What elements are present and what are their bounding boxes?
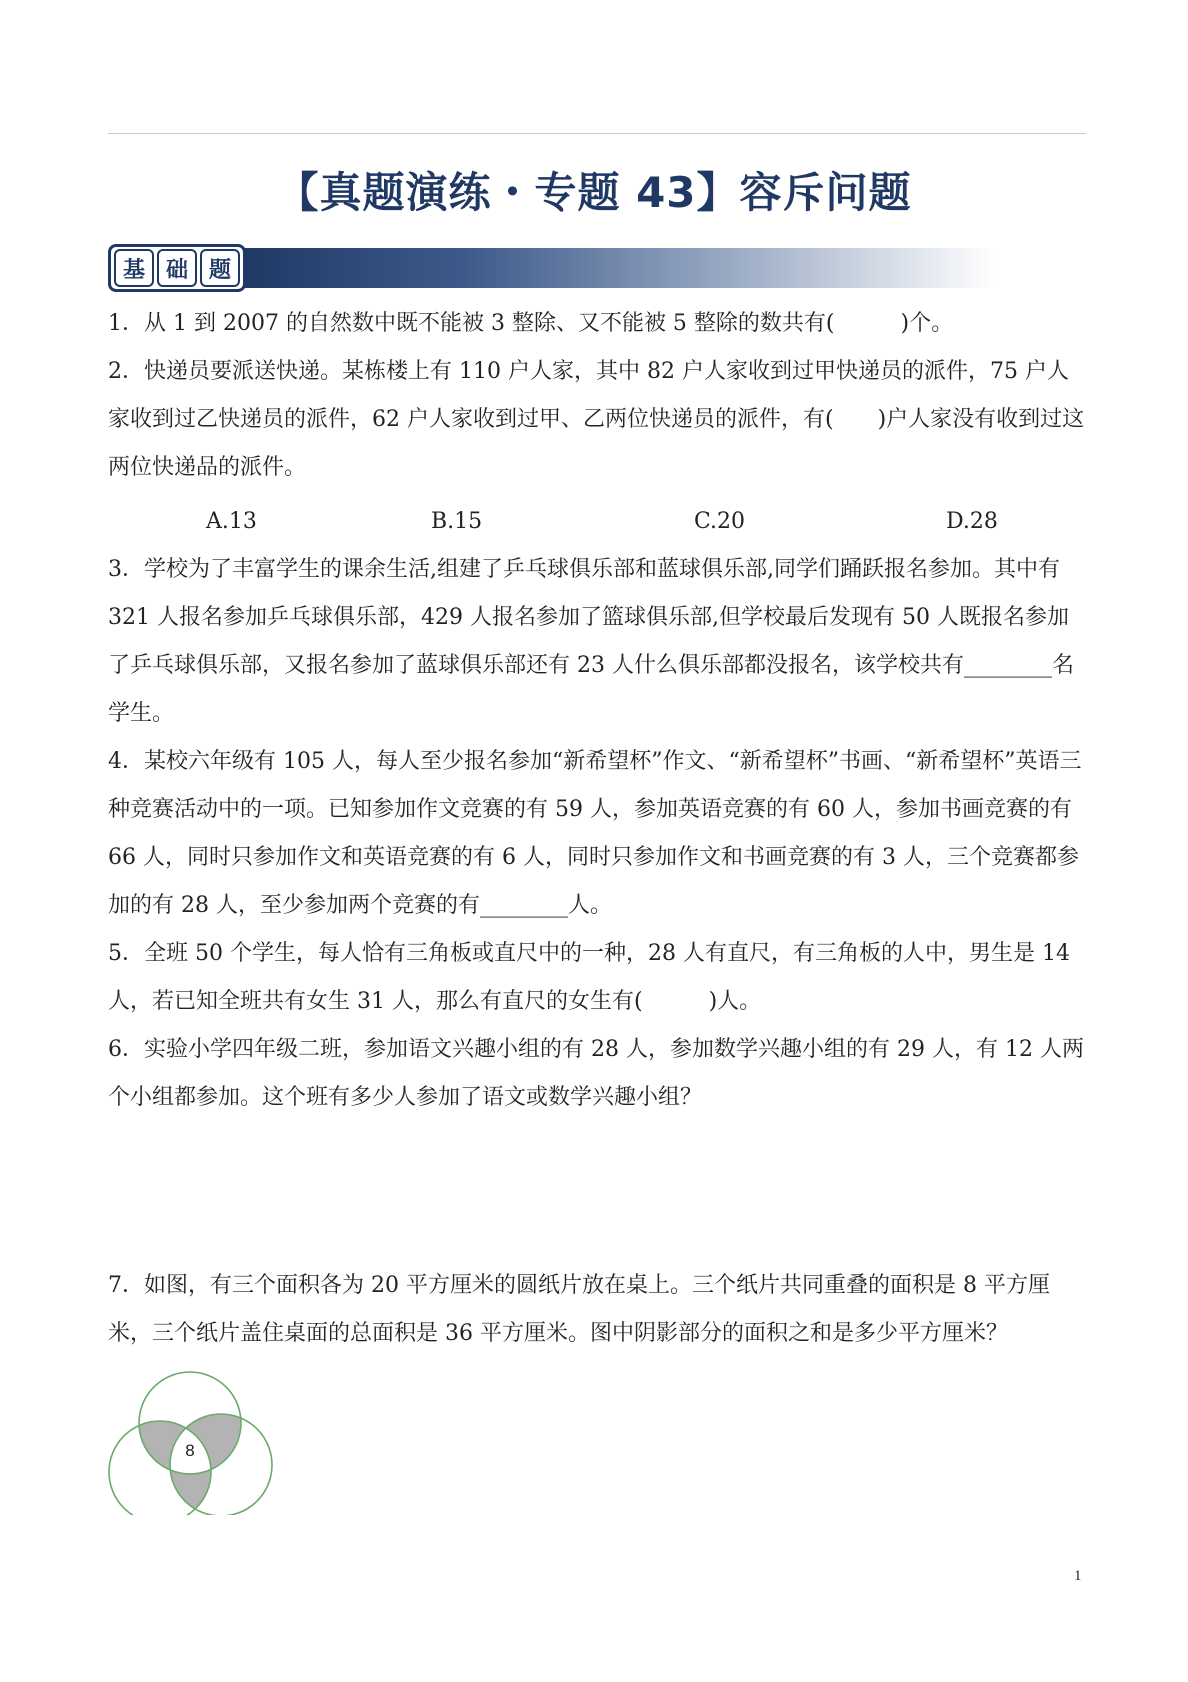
option-c: C.20 — [694, 509, 746, 534]
question-1: 1．从 1 到 2007 的自然数中既不能被 3 整除、又不能被 5 整除的数共有( )个。 — [108, 311, 954, 336]
question-7: 7．如图，有三个面积各为 20 平方厘米的圆纸片放在桌上。三个纸片共同重叠的面积是 8 平方厘米，三个纸片盖住桌面的总面积是 36 平方厘米。图中阴影部分的面积之和是多少平方厘米？ — [108, 1273, 1050, 1346]
venn-center-label: 8 — [185, 1441, 195, 1460]
page-number: 1 — [1074, 1568, 1082, 1584]
venn-diagram — [108, 1365, 288, 1515]
header-rule — [108, 133, 1086, 134]
question-2-options — [108, 498, 1086, 546]
section-banner — [108, 244, 996, 292]
question-4: 4．某校六年级有 105 人，每人至少报名参加“新希望杯”作文、“新希望杯”书画、“新希望杯”英语三种竞赛活动中的一项。已知参加作文竞赛的有 59 人，参加英语竞赛的有 60 人，参加书画竞赛的有 66 人，同时只参加作文和英语竞赛的有 6 人，同时只参加作文和书画竞赛的有 3 人，三个竞赛都参加的有 28 人，至少参加两个竞赛的有________人。 — [108, 749, 1082, 918]
section-tag: 题 — [200, 249, 240, 287]
option-d: D.28 — [946, 509, 998, 534]
banner-gradient — [238, 248, 996, 288]
section-tag: 基 — [114, 249, 154, 287]
question-6: 6．实验小学四年级二班，参加语文兴趣小组的有 28 人，参加数学兴趣小组的有 29 人，有 12 人两个小组都参加。这个班有多少人参加了语文或数学兴趣小组？ — [108, 1037, 1084, 1110]
question-3: 3．学校为了丰富学生的课余生活,组建了乒乓球俱乐部和蓝球俱乐部,同学们踊跃报名参加。其中有 321 人报名参加乒乓球俱乐部，429 人报名参加了篮球俱乐部,但学校最后发现有 50 人既报名参加了乒乓球俱乐部，又报名参加了蓝球俱乐部还有 23 人什么俱乐部都没报名，该学校共有________名学生。 — [108, 557, 1074, 726]
section-tag: 础 — [157, 249, 197, 287]
section-tag-group — [108, 244, 246, 292]
option-a: A.13 — [206, 509, 257, 534]
question-5: 5．全班 50 个学生，每人恰有三角板或直尺中的一种，28 人有直尺，有三角板的人中，男生是 14 人，若已知全班共有女生 31 人，那么有直尺的女生有( )人。 — [108, 941, 1070, 1014]
question-2: 2．快递员要派送快递。某栋楼上有 110 户人家，其中 82 户人家收到过甲快递员的派件，75 户人家收到过乙快递员的派件，62 户人家收到过甲、乙两位快递员的派件，有( )户人家没有收到过这两位快递品的派件。 — [108, 359, 1085, 480]
option-b: B.15 — [431, 509, 483, 534]
page-title: 【真题演练・专题 43】容斥问题 — [276, 168, 912, 217]
